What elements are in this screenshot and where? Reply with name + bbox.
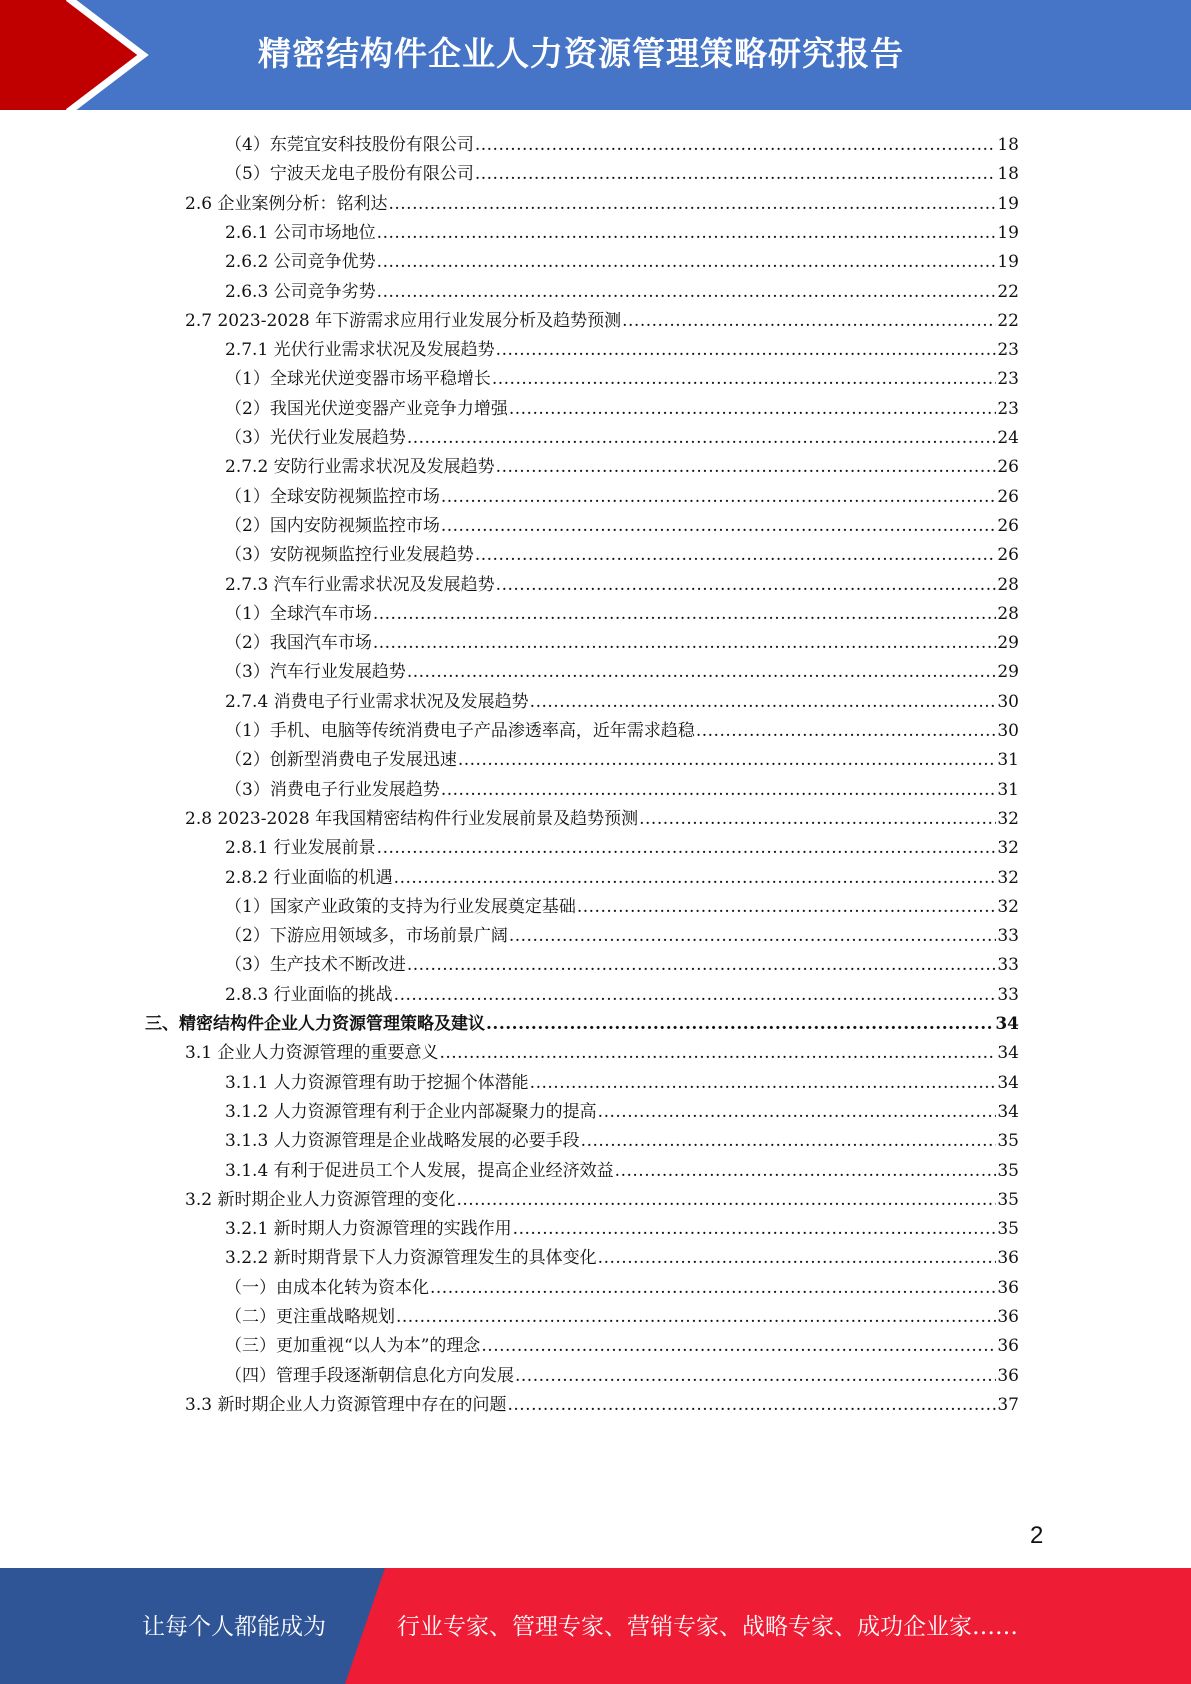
- toc-entry[interactable]: [225, 1302, 1019, 1331]
- toc-entry[interactable]: [225, 1126, 1019, 1155]
- dot-leader: [598, 1102, 997, 1122]
- toc-entry-title: 2.6 企业案例分析：铭利达: [185, 193, 388, 214]
- toc-entry-page: 28: [997, 603, 1019, 624]
- dot-leader: [496, 340, 997, 360]
- toc-entry-page: 34: [997, 1072, 1019, 1093]
- toc-entry-page: 32: [997, 896, 1019, 917]
- toc-entry-title: （3）生产技术不断改进: [225, 955, 406, 976]
- dot-leader: [430, 1278, 996, 1298]
- dot-leader: [492, 369, 997, 389]
- toc-entry[interactable]: [225, 687, 1019, 716]
- dot-leader: [598, 1248, 997, 1268]
- toc-entry-title: （3）光伏行业发展趋势: [225, 428, 406, 448]
- toc-entry-title: （3）安防视频监控行业发展趋势: [225, 545, 474, 566]
- dot-leader: [513, 1219, 997, 1239]
- toc-entry[interactable]: [185, 1185, 1019, 1214]
- dot-leader: [615, 1161, 997, 1181]
- dot-leader: [394, 985, 997, 1005]
- toc-entry[interactable]: [225, 1331, 1019, 1360]
- toc-entry-page: 36: [997, 1336, 1019, 1357]
- toc-entry-page: 31: [997, 779, 1019, 800]
- toc-entry-title: 3.1.3 人力资源管理是企业战略发展的必要手段: [225, 1131, 580, 1152]
- toc-entry[interactable]: [225, 570, 1019, 599]
- toc-entry-page: 23: [997, 340, 1019, 361]
- toc-entry-page: 35: [997, 1160, 1019, 1181]
- toc-entry-title: （1）全球汽车市场: [225, 603, 372, 624]
- toc-entry-page: 33: [997, 926, 1019, 947]
- toc-entry[interactable]: [185, 189, 1019, 218]
- toc-entry[interactable]: [225, 628, 1019, 657]
- toc-entry-page: 26: [997, 545, 1019, 566]
- dot-leader: [475, 135, 997, 155]
- toc-entry-title: 2.6.2 公司竞争优势: [225, 252, 376, 273]
- footer-slogan-right: 行业专家、管理专家、营销专家、战略专家、成功企业家……: [397, 1614, 1018, 1640]
- dot-leader: [441, 487, 997, 507]
- dot-leader: [581, 1131, 997, 1151]
- dot-leader: [507, 1395, 996, 1415]
- toc-entry[interactable]: [225, 1156, 1019, 1185]
- dot-leader: [496, 575, 997, 595]
- toc-entry-title: （2）我国汽车市场: [225, 633, 372, 654]
- toc-entry-title: 3.1 企业人力资源管理的重要意义: [185, 1043, 439, 1064]
- toc-entry-page: 35: [997, 1219, 1019, 1240]
- dot-leader: [486, 1014, 994, 1034]
- toc-entry[interactable]: [225, 745, 1019, 774]
- toc-entry-page: 34: [995, 1014, 1019, 1034]
- toc-entry-title: 2.6.3 公司竞争劣势: [225, 281, 376, 302]
- toc-entry-title: 2.7.4 消费电子行业需求状况及发展趋势: [225, 691, 529, 712]
- dot-leader: [377, 838, 997, 858]
- toc-entry-title: （5）宁波天龙电子股份有限公司: [225, 164, 474, 185]
- dot-leader: [515, 1366, 996, 1386]
- toc-entry-page: 23: [997, 398, 1019, 419]
- toc-entry-title: （4）东莞宜安科技股份有限公司: [225, 135, 474, 155]
- toc-entry[interactable]: [185, 1390, 1019, 1419]
- dot-leader: [458, 750, 997, 770]
- toc-entry-page: 32: [997, 867, 1019, 888]
- dot-leader: [577, 897, 997, 917]
- toc-entry-page: 26: [997, 457, 1019, 478]
- toc-entry-title: 3.1.2 人力资源管理有利于企业内部凝聚力的提高: [225, 1101, 597, 1122]
- toc-entry-page: 18: [997, 135, 1019, 155]
- toc-entry[interactable]: [225, 980, 1019, 1009]
- toc-entry-page: 32: [997, 808, 1019, 829]
- toc-entry[interactable]: [225, 482, 1019, 511]
- toc-entry-title: 2.8.1 行业发展前景: [225, 838, 376, 859]
- toc-entry-title: （2）我国光伏逆变器产业竞争力增强: [225, 398, 508, 419]
- toc-entry-title: （一）由成本化转为资本化: [225, 1277, 429, 1298]
- toc-entry-title: （三）更加重视“以人为本”的理念: [225, 1336, 481, 1357]
- toc-entry-page: 19: [997, 222, 1019, 243]
- dot-leader: [377, 282, 997, 302]
- dot-leader: [456, 1190, 996, 1210]
- toc-entry-page: 35: [997, 1131, 1019, 1152]
- report-title: 精密结构件企业人力资源管理策略研究报告: [258, 34, 904, 73]
- toc-entry-page: 35: [997, 1189, 1019, 1210]
- toc-entry-page: 34: [997, 1043, 1019, 1064]
- toc-entry-title: （1）全球光伏逆变器市场平稳增长: [225, 369, 491, 390]
- red-arrow-decoration: [0, 0, 160, 110]
- dot-leader: [530, 1073, 997, 1093]
- toc-entry-page: 33: [997, 955, 1019, 976]
- toc-entry-title: 2.8.2 行业面临的机遇: [225, 867, 393, 888]
- toc-entry-page: 22: [997, 281, 1019, 302]
- toc-entry-title: 2.7 2023-2028 年下游需求应用行业发展分析及趋势预测: [185, 310, 622, 331]
- toc-entry-title: （四）管理手段逐渐朝信息化方向发展: [225, 1365, 514, 1386]
- dot-leader: [509, 399, 997, 419]
- footer-slogan-left: 让每个人都能成为: [142, 1614, 326, 1640]
- toc-entry-page: 19: [997, 193, 1019, 214]
- toc-entry[interactable]: [225, 716, 1019, 745]
- toc-entry-title: （1）手机、电脑等传统消费电子产品渗透率高，近年需求趋稳: [225, 721, 695, 741]
- toc-entry-page: 36: [997, 1248, 1019, 1269]
- toc-entry-page: 36: [997, 1307, 1019, 1327]
- dot-leader: [475, 545, 997, 565]
- toc-entry[interactable]: [225, 1068, 1019, 1097]
- toc-entry[interactable]: [225, 775, 1019, 804]
- dot-leader: [396, 1307, 996, 1327]
- toc-entry-title: 2.8.3 行业面临的挑战: [225, 984, 393, 1005]
- toc-entry[interactable]: [225, 1214, 1019, 1243]
- toc-entry[interactable]: [185, 306, 1019, 335]
- toc-entry-page: 19: [997, 252, 1019, 273]
- toc-entry-title: 2.7.1 光伏行业需求状况及发展趋势: [225, 340, 495, 361]
- toc-entry-title: （二）更注重战略规划: [225, 1307, 395, 1327]
- dot-leader: [377, 252, 997, 272]
- toc-entry[interactable]: [225, 423, 1019, 452]
- dot-leader: [696, 721, 997, 741]
- toc-entry[interactable]: [225, 218, 1019, 247]
- dot-leader: [407, 662, 997, 682]
- toc-entry[interactable]: [225, 863, 1019, 892]
- toc-entry[interactable]: [225, 159, 1019, 188]
- toc-entry-page: 30: [997, 721, 1019, 741]
- toc-entry-title: 2.7.3 汽车行业需求状况及发展趋势: [225, 574, 495, 595]
- toc-entry[interactable]: [225, 1273, 1019, 1302]
- toc-entry[interactable]: [185, 804, 1019, 833]
- dot-leader: [388, 194, 996, 214]
- toc-entry-page: 29: [997, 662, 1019, 683]
- toc-entry-page: 28: [997, 574, 1019, 595]
- dot-leader: [373, 633, 997, 653]
- toc-entry[interactable]: [225, 511, 1019, 540]
- toc-entry-page: 33: [997, 984, 1019, 1005]
- toc-entry-title: （2）国内安防视频监控市场: [225, 515, 440, 536]
- dot-leader: [530, 692, 997, 712]
- toc-entry-title: （1）全球安防视频监控市场: [225, 486, 440, 507]
- toc-entry[interactable]: [225, 950, 1019, 979]
- dot-leader: [622, 311, 996, 331]
- toc-entry-page: 26: [997, 486, 1019, 507]
- toc-entry[interactable]: [225, 1243, 1019, 1272]
- toc-entry-title: （2）下游应用领域多，市场前景广阔: [225, 926, 508, 947]
- dot-leader: [373, 604, 997, 624]
- toc-entry[interactable]: [225, 892, 1019, 921]
- toc-entry[interactable]: [225, 247, 1019, 276]
- page-number: 2: [1030, 1522, 1044, 1549]
- toc-entry[interactable]: [225, 277, 1019, 306]
- header-banner: [0, 0, 1191, 110]
- toc-entry[interactable]: [225, 657, 1019, 686]
- toc-entry[interactable]: [185, 1038, 1019, 1067]
- toc-entry-page: 34: [997, 1101, 1019, 1122]
- dot-leader: [377, 223, 997, 243]
- toc-entry[interactable]: [225, 394, 1019, 423]
- toc-entry-title: 3.1.1 人力资源管理有助于挖掘个体潜能: [225, 1072, 529, 1093]
- toc-entry[interactable]: [225, 1361, 1019, 1390]
- toc-entry-title: （3）消费电子行业发展趋势: [225, 779, 440, 800]
- toc-entry-title: 3.2.2 新时期背景下人力资源管理发生的具体变化: [225, 1248, 597, 1269]
- toc-entry[interactable]: [225, 364, 1019, 393]
- toc-entry[interactable]: [225, 452, 1019, 481]
- toc-entry-title: 2.6.1 公司市场地位: [225, 222, 376, 243]
- toc-entry[interactable]: [225, 130, 1019, 159]
- toc-entry-page: 36: [997, 1277, 1019, 1298]
- toc-entry-page: 26: [997, 515, 1019, 536]
- toc-entry-title: 3.2 新时期企业人力资源管理的变化: [185, 1189, 456, 1210]
- dot-leader: [394, 868, 997, 888]
- toc-entry[interactable]: [225, 335, 1019, 364]
- toc-entry-title: （3）汽车行业发展趋势: [225, 662, 406, 683]
- toc-entry[interactable]: [225, 921, 1019, 950]
- toc-entry-page: 29: [997, 633, 1019, 654]
- toc-entry-page: 36: [997, 1365, 1019, 1386]
- toc-entry-page: 24: [997, 428, 1019, 448]
- toc-entry-title: 三、精密结构件企业人力资源管理策略及建议: [145, 1014, 485, 1034]
- toc-entry[interactable]: [225, 540, 1019, 569]
- toc-entry-title: 3.1.4 有利于促进员工个人发展，提高企业经济效益: [225, 1160, 614, 1181]
- toc-entry-title: 3.2.1 新时期人力资源管理的实践作用: [225, 1219, 512, 1240]
- toc-entry-page: 23: [997, 369, 1019, 390]
- toc-entry-page: 32: [997, 838, 1019, 859]
- toc-entry[interactable]: [225, 833, 1019, 862]
- toc-entry-page: 31: [997, 750, 1019, 771]
- toc-entry[interactable]: [145, 1009, 1019, 1038]
- dot-leader: [475, 164, 997, 184]
- toc-entry-title: 2.8 2023-2028 年我国精密结构件行业发展前景及趋势预测: [185, 808, 639, 829]
- dot-leader: [439, 1043, 996, 1063]
- toc-entry-page: 30: [997, 691, 1019, 712]
- toc-entry-title: 2.7.2 安防行业需求状况及发展趋势: [225, 457, 495, 478]
- dot-leader: [481, 1336, 996, 1356]
- dot-leader: [407, 955, 997, 975]
- dot-leader: [496, 457, 997, 477]
- dot-leader: [441, 780, 997, 800]
- toc-entry[interactable]: [225, 1097, 1019, 1126]
- dot-leader: [441, 516, 997, 536]
- toc-entry-page: 22: [997, 310, 1019, 331]
- footer-banner: [0, 1568, 1191, 1684]
- toc-entry-title: （1）国家产业政策的支持为行业发展奠定基础: [225, 896, 576, 917]
- toc-entry-page: 37: [997, 1394, 1019, 1415]
- toc-entry-title: 3.3 新时期企业人力资源管理中存在的问题: [185, 1394, 507, 1415]
- toc-entry-title: （2）创新型消费电子发展迅速: [225, 750, 457, 771]
- toc-entry-page: 18: [997, 164, 1019, 185]
- toc-entry[interactable]: [225, 599, 1019, 628]
- dot-leader: [509, 926, 997, 946]
- dot-leader: [407, 428, 997, 448]
- dot-leader: [639, 809, 996, 829]
